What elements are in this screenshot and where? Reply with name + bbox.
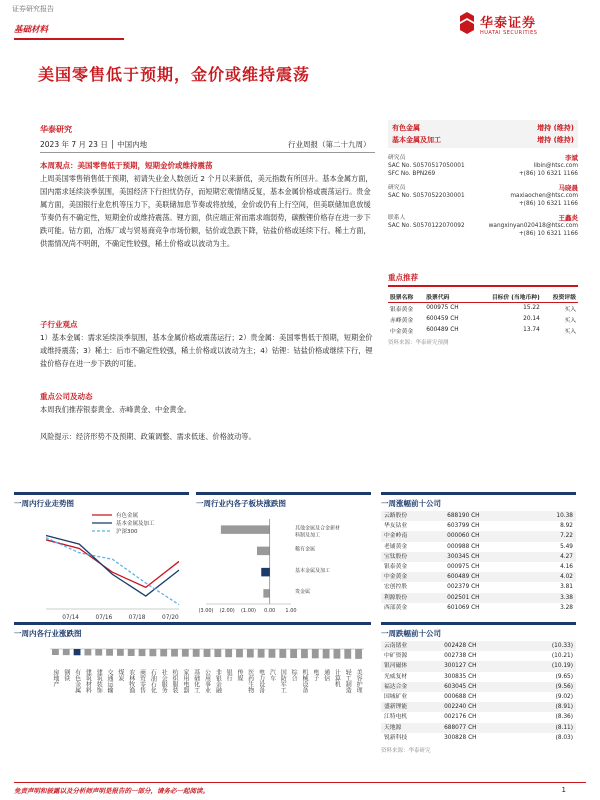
bar-chart (196, 509, 371, 624)
huatai-logo (458, 12, 578, 42)
company-name: 老铺黄金 (384, 543, 408, 550)
x-tick-label: 07/18 (128, 615, 146, 621)
pct-change: (8.36) (555, 714, 573, 721)
industry-bar (355, 649, 362, 659)
pct-change: 4.27 (527, 552, 576, 562)
industry-label: 美容护理 (355, 669, 363, 693)
x-tick-label: 07/14 (62, 615, 79, 621)
industry-label: 轻工制造 (344, 669, 352, 693)
report-type-tag: 证券研究报告 (12, 5, 54, 13)
rating: 买入 (564, 328, 576, 335)
industry-bar (334, 649, 341, 659)
industry-bar (269, 649, 276, 658)
legend-label: 基本金属及加工 (116, 521, 155, 527)
table-row (381, 692, 576, 702)
rating-value: 增持 (维持) (537, 136, 574, 144)
stock-code: 300835 CH (444, 673, 477, 680)
stock-code: 603799 CH (447, 523, 480, 530)
pct-change: (8.11) (520, 723, 576, 733)
losers-source: 资料来源：华泰研究 (381, 748, 431, 755)
table-row (381, 542, 576, 552)
industry-label: 石油石化 (149, 669, 157, 693)
legend-label: 有色金属 (116, 513, 139, 519)
rating-value: 增持 (维持) (537, 124, 574, 132)
industry-label: 综合 (290, 669, 298, 681)
weekly-view-title: 本周观点：美国零售低于预期，短期金价或维持震荡 (40, 161, 213, 170)
table-row (381, 672, 576, 682)
industry-bar (301, 649, 308, 658)
x-tick-label: (1.00) (240, 608, 257, 614)
industry-bar (171, 649, 178, 657)
analyst-name: 王鑫炎 (558, 214, 578, 222)
pct-change: 8.92 (560, 523, 573, 530)
analyst-phone: +(86) 10 6321 1166 (518, 201, 578, 207)
rating-row (392, 122, 574, 134)
industry-label: 社会服务 (160, 669, 168, 693)
table-row (388, 325, 578, 336)
bar (257, 547, 270, 556)
company-name: 宏创控股 (384, 584, 408, 591)
sub-industry-title: 子行业观点 (40, 320, 78, 329)
sub-industry-text: 1）基本金属：需求延续淡季氛围，基本金属价格或震荡运行；2）贵金属：美国零售低于预期，短期金价或维持震荡；3）稀土：后市不确定性较强，稀土价格或以波动为主；4）钴锂：钴盐价格或继续下行，锂盐价格存在进一步下跌的可能。 (40, 333, 373, 368)
company-name: 天地源 (381, 723, 441, 733)
table-row (381, 511, 576, 521)
line-chart-title: 一周内行业走势图 (14, 499, 74, 508)
target-price: 20.14 (523, 316, 540, 322)
rating-row (392, 134, 574, 146)
pct-change: 4.16 (560, 564, 573, 571)
company-name: 江特电机 (384, 714, 408, 721)
stock-code: 603045 CH (441, 682, 520, 692)
pct-change: 3.38 (527, 593, 576, 603)
company-name: 银泰黄金 (384, 564, 408, 571)
table-row (381, 572, 576, 582)
analyst-email[interactable]: wangxinyan020418@htsc.com (488, 223, 578, 229)
chart-title-bar (381, 492, 576, 495)
analyst-block (388, 214, 578, 238)
industry-label: 非银金融 (214, 669, 222, 693)
table-row (381, 702, 576, 712)
industry-label: 电力设备 (257, 669, 265, 693)
industry-label: 计算机 (333, 669, 341, 687)
industry-label: 机械设备 (300, 669, 308, 693)
weekly-view-text: 上周美国零售销售低于预期，初请失业金人数创近 2 个月以来新低，美元指数有所回升。基本金属方面，国内需求延续淡季氛围，美国经济下行担忧仍存，而短期宏观情绪反复，基本金属价格或震荡运行。贵金属方面，美国银行业危机等压力下，美联储加息节奏或将放缓，金价或仍有上行空间，但美联储加息放缓节奏仍有不确定性，短期金价或维持震荡。锂方面，供应端正常而需求端弱势，碳酸锂价格存在进一步下跌可能。钴方面，冶炼厂或与贸易商竞争市场份额，钴价或急跌下降，钴盐价格或延续下行。稀土方面，供需情况尚不明朗，不确定性较强，稀土价格或以波动为主。 (40, 174, 373, 248)
rating: 买入 (542, 302, 578, 314)
losers-panel (381, 622, 576, 754)
line-chart (14, 509, 189, 624)
industry-bar (193, 649, 200, 657)
col-header: 投资评级 (552, 294, 576, 301)
chart-title-bar (14, 492, 189, 495)
industry-label: 基础材料 (14, 25, 49, 35)
recommend-section (388, 272, 578, 346)
table-row (381, 531, 576, 541)
industry-label: 有色金属 (73, 669, 81, 693)
industry-bar (160, 649, 167, 656)
industry-label: 电子 (311, 669, 319, 681)
pct-change: 3.28 (560, 604, 573, 611)
industry-bar (312, 649, 319, 658)
stock-code: 000988 CH (447, 543, 480, 550)
series-line (46, 538, 179, 605)
company-name: 西部黄金 (384, 604, 408, 611)
analyst-role: 联系人 (388, 215, 406, 221)
sub-industry-section (40, 318, 375, 370)
bar (261, 568, 270, 577)
industry-bar (214, 649, 221, 657)
industry-bar (225, 649, 232, 657)
table-row (381, 641, 576, 651)
stock-code: 002501 CH (444, 593, 527, 603)
focus-title: 重点公司及动态 (40, 392, 93, 401)
x-tick-label: (2.00) (219, 608, 235, 614)
analyst-block (388, 154, 578, 178)
industry-bar (84, 649, 91, 655)
category-label: 贵金属 (295, 589, 311, 596)
industry-bar (344, 649, 351, 659)
analyst-sac: SAC No. S0570122070092 (388, 223, 465, 229)
industry-label: 房地产 (51, 669, 59, 687)
table-row (381, 582, 576, 592)
bar (263, 589, 269, 598)
industry-bar (52, 649, 59, 655)
industry-label: 商贸零售 (138, 669, 146, 693)
col-header: 股票代码 (426, 294, 450, 301)
industry-bar (74, 649, 81, 655)
industry-bar (290, 649, 297, 658)
stock-code: 300828 CH (444, 734, 477, 741)
stock-code: 000975 CH (447, 564, 480, 571)
table-row (381, 661, 576, 671)
industry-label: 建筑装饰 (95, 669, 103, 693)
chart-title-bar (381, 622, 576, 625)
stock-name: 赤峰黄金 (390, 317, 414, 324)
pct-change: 10.38 (527, 511, 576, 521)
industry-label: 银行 (225, 669, 233, 681)
company-name: 国城矿业 (384, 694, 408, 701)
gainers-panel (381, 492, 576, 613)
industry-bar (236, 649, 243, 657)
table-row (381, 562, 576, 572)
company-name: 光威复材 (384, 673, 408, 680)
industry-label: 家用电器 (181, 669, 189, 693)
industry-bar (258, 649, 265, 658)
stock-code: 300127 CH (441, 661, 520, 671)
category-label: 其他金属及合金新材 (295, 525, 341, 532)
industry-label: 汽车 (268, 669, 276, 681)
company-name: 利源股份 (381, 593, 444, 603)
stock-code: 600489 CH (426, 327, 459, 333)
industry-bar (95, 649, 102, 656)
stock-code: 600459 CH (426, 316, 459, 322)
stock-code: 002379 CH (447, 584, 480, 591)
target-price: 15.22 (473, 302, 542, 314)
rating-label: 有色金属 (392, 124, 420, 132)
industry-label: 钢铁 (62, 669, 70, 681)
pct-change: (10.19) (520, 661, 576, 671)
recommend-source: 资料来源：华泰研究预测 (388, 339, 449, 346)
rating: 买入 (564, 317, 576, 324)
industry-label: 公用事业 (203, 669, 211, 693)
gainers-table (381, 511, 576, 613)
col-header: 目标价 (当地币种) (491, 294, 540, 301)
stock-code: 002240 CH (441, 702, 520, 712)
logo-english: HUATAI SECURITIES (480, 30, 538, 36)
pct-change: (8.91) (520, 702, 576, 712)
stock-name: 中金黄金 (390, 328, 414, 335)
analyst-role: 研究员 (388, 185, 406, 191)
industry-bar (149, 649, 156, 656)
company-name: 中矿资源 (384, 653, 408, 660)
analyst-role: 研究员 (388, 155, 406, 161)
logo-name: 华泰证券 (480, 16, 537, 31)
risk-note: 风险提示：经济形势不及预期、政策调整、需求低迷、价格波动等。 (40, 432, 256, 441)
table-row (381, 521, 576, 531)
category-label: 稀有金属 (295, 546, 316, 553)
pct-change: 7.22 (527, 531, 576, 541)
bar-chart-title: 一周行业内各子板块涨跌图 (196, 499, 286, 508)
col-header: 股票名称 (390, 294, 414, 301)
analyst-email[interactable]: maxiaochen@htsc.com (510, 193, 578, 199)
industry-bar (106, 649, 113, 656)
industry-bar (63, 649, 70, 655)
company-name: 中金岭南 (381, 531, 444, 541)
industry-label: 国防军工 (279, 669, 287, 693)
losers-title: 一周跌幅前十公司 (381, 629, 441, 638)
pct-change: (9.02) (555, 694, 573, 701)
analyst-block (388, 184, 578, 208)
gainers-title: 一周涨幅前十公司 (381, 499, 441, 508)
stock-code: 000688 CH (444, 694, 477, 701)
stock-code: 600489 CH (444, 572, 527, 582)
x-tick-label: 07/20 (162, 615, 179, 621)
stock-code: 688190 CH (444, 511, 527, 521)
table-row (381, 733, 576, 743)
footer-rule (14, 782, 586, 783)
legend-label: 沪深300 (116, 529, 138, 535)
industry-label: 建筑材料 (84, 669, 92, 693)
industry-bar (204, 649, 211, 657)
ratings-box (388, 120, 578, 238)
recommend-title: 重点推荐 (388, 273, 418, 282)
company-name: 华友钴业 (384, 523, 408, 530)
company-name: 盛新锂能 (381, 702, 441, 712)
header-rule (14, 38, 124, 40)
line-chart-panel (14, 492, 189, 628)
page-number: 1 (561, 786, 566, 794)
industry-label: 通信 (322, 669, 330, 681)
meta-divider (40, 152, 375, 153)
table-row (381, 603, 576, 613)
recommend-table (388, 291, 578, 336)
category-label: 料制及加工 (295, 532, 321, 539)
pct-change: 5.49 (560, 543, 573, 550)
x-tick-label: 1.00 (285, 608, 297, 614)
industry-bar (128, 649, 135, 656)
table-row (381, 723, 576, 733)
company-name: 云路股份 (381, 511, 444, 521)
stock-code: 000975 CH (424, 302, 472, 314)
stock-code: 000060 CH (444, 531, 527, 541)
category-label: 基本金属及加工 (295, 567, 331, 574)
x-tick-label: 07/16 (95, 615, 113, 621)
industry-bar (117, 649, 124, 656)
table-row (381, 552, 576, 562)
x-tick-label: 0.00 (264, 608, 276, 614)
industry-bar (182, 649, 189, 657)
analyst-name: 马晓晨 (558, 184, 578, 192)
report-title: 美国零售低于预期，金价或维持震荡 (38, 65, 311, 84)
company-name: 锐新科技 (384, 734, 408, 741)
logo-mark-icon (458, 12, 476, 34)
industry-chart-panel (14, 622, 371, 783)
industry-bar (323, 649, 330, 658)
stock-code: 601069 CH (447, 604, 480, 611)
industry-label: 农林牧渔 (127, 669, 135, 693)
report-date: 2023 年 7 月 23 日 │ 中国内地 (40, 140, 148, 149)
industry-label: 交通运输 (106, 669, 114, 693)
analyst-phone: +(86) 10 6321 1166 (518, 231, 578, 237)
stock-code: 688077 CH (441, 723, 520, 733)
losers-table (381, 641, 576, 743)
table-row (381, 593, 576, 603)
company-name: 银河磁体 (381, 661, 441, 671)
focus-section (40, 390, 375, 416)
table-row (381, 651, 576, 661)
analyst-phone: +(86) 10 6321 1166 (518, 171, 578, 177)
company-name: 福达合金 (381, 682, 441, 692)
pct-change: 3.81 (560, 584, 573, 591)
company-name: 中金黄金 (381, 572, 444, 582)
stock-code: 300345 CH (444, 552, 527, 562)
analyst-sac: SAC No. S0570522030001 (388, 193, 465, 199)
pct-change: (9.65) (555, 673, 573, 680)
industry-chart-title: 一周内各行业涨跌图 (14, 629, 82, 638)
rating-label: 基本金属及加工 (392, 136, 441, 144)
pct-change: (8.03) (555, 734, 573, 741)
report-series: 行业周报（第二十九周） (288, 140, 371, 149)
industry-label: 煤炭 (116, 669, 124, 681)
weekly-view-section (40, 159, 375, 250)
stock-code: 002738 CH (444, 653, 477, 660)
industry-bar (279, 649, 286, 658)
industry-label: 纺织服装 (171, 669, 179, 693)
pct-change: (10.33) (520, 641, 576, 651)
analyst-name: 李斌 (565, 154, 578, 162)
recommend-rule (388, 285, 578, 287)
pct-change: (10.21) (551, 653, 573, 660)
table-row (388, 302, 578, 314)
bar-chart-panel (196, 492, 371, 628)
industry-label: 基础化工 (192, 669, 200, 693)
stock-code: 002176 CH (444, 714, 477, 721)
industry-chart (14, 639, 371, 779)
industry-label: 传媒 (235, 669, 243, 681)
industry-bar (247, 649, 254, 657)
table-row (388, 314, 578, 325)
disclaimer: 免责声明和披露以及分析师声明是报告的一部分，请务必一起阅读。 (14, 787, 209, 795)
stock-code: 002428 CH (441, 641, 520, 651)
industry-label: 医药生物 (246, 669, 254, 693)
company-name: 云南锗业 (381, 641, 441, 651)
bar (221, 525, 270, 534)
chart-title-bar (196, 492, 371, 495)
table-row (381, 682, 576, 692)
analyst-sfc: SFC No. BPN269 (388, 171, 436, 177)
analyst-sac: SAC No. S0570517050001 (388, 163, 465, 169)
x-tick-label: (3.00) (198, 608, 214, 614)
table-row (381, 712, 576, 722)
stock-name: 银泰黄金 (388, 302, 424, 314)
industry-bar (139, 649, 146, 656)
focus-text: 本周我们推荐银泰黄金、赤峰黄金、中金黄金。 (40, 405, 191, 414)
target-price: 13.74 (523, 327, 540, 333)
company-name: 宝钛股份 (381, 552, 444, 562)
pct-change: (9.56) (520, 682, 576, 692)
chart-title-bar (14, 622, 371, 625)
pct-change: 4.02 (527, 572, 576, 582)
org-name: 华泰研究 (40, 125, 72, 134)
analyst-email[interactable]: libin@htsc.com (533, 163, 578, 169)
